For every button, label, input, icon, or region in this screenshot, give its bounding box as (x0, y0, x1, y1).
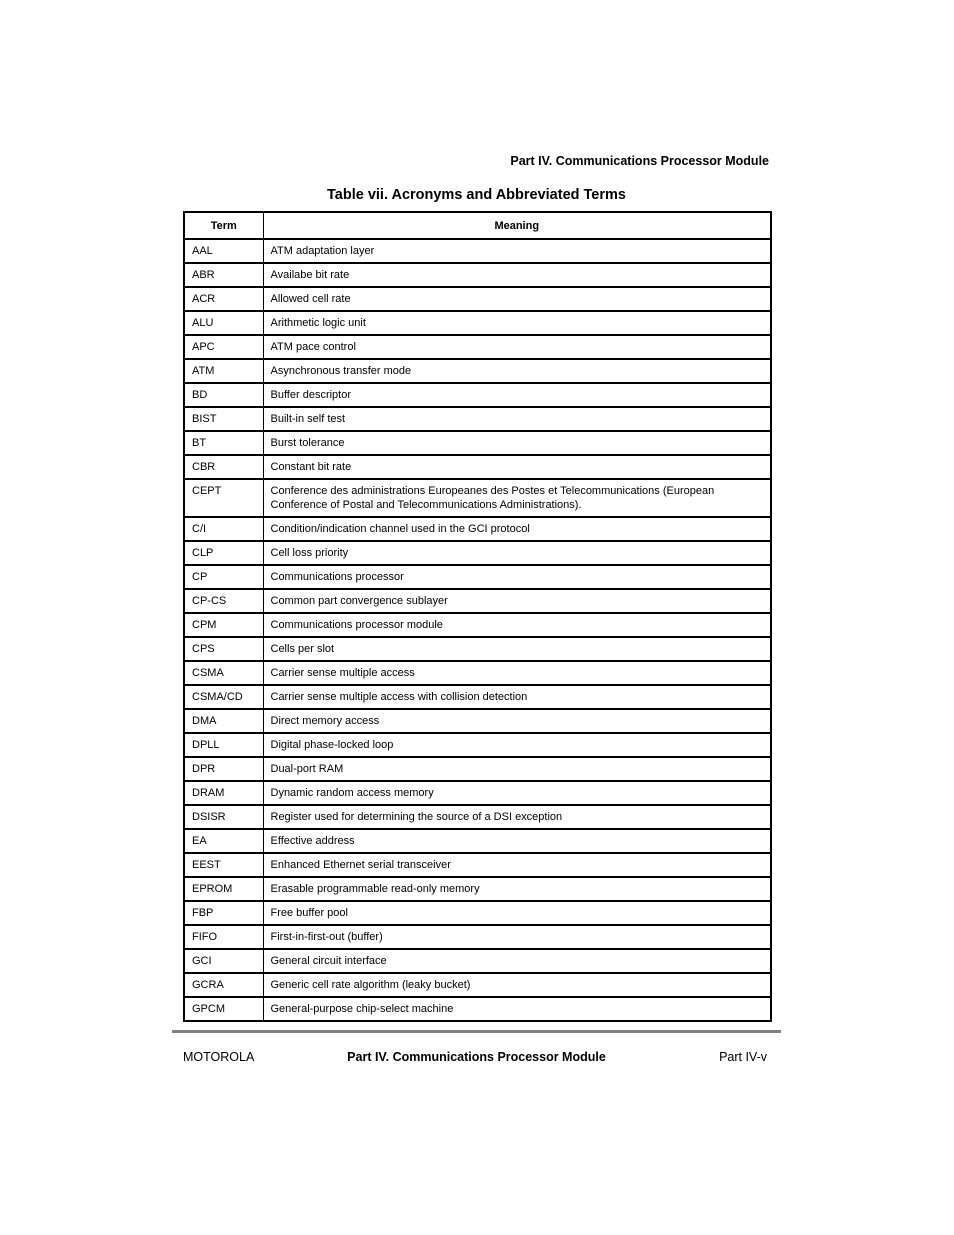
term-cell: AAL (184, 239, 263, 263)
meaning-cell: Availabe bit rate (263, 263, 771, 287)
meaning-cell: First-in-first-out (buffer) (263, 925, 771, 949)
meaning-cell: Effective address (263, 829, 771, 853)
meaning-cell: Register used for determining the source of a DSI exception (263, 805, 771, 829)
table-row (184, 709, 771, 733)
term-cell: ACR (184, 287, 263, 311)
table-body (184, 239, 771, 1021)
meaning-cell: Generic cell rate algorithm (leaky bucket) (263, 973, 771, 997)
term-cell: BT (184, 431, 263, 455)
term-cell: CPM (184, 613, 263, 637)
table-row (184, 925, 771, 949)
table-row (184, 661, 771, 685)
table-row (184, 781, 771, 805)
term-cell: DPR (184, 757, 263, 781)
meaning-cell: Digital phase-locked loop (263, 733, 771, 757)
table-row (184, 733, 771, 757)
meaning-cell: General circuit interface (263, 949, 771, 973)
term-cell: BIST (184, 407, 263, 431)
term-cell: ATM (184, 359, 263, 383)
table-row (184, 431, 771, 455)
meaning-cell: Built-in self test (263, 407, 771, 431)
table-row (184, 407, 771, 431)
meaning-cell: Cell loss priority (263, 541, 771, 565)
meaning-cell: Communications processor module (263, 613, 771, 637)
term-cell: GCI (184, 949, 263, 973)
table-row (184, 805, 771, 829)
acronyms-table (183, 211, 772, 1022)
meaning-cell: Dynamic random access memory (263, 781, 771, 805)
meaning-cell: Burst tolerance (263, 431, 771, 455)
table-row (184, 479, 771, 517)
term-cell: DPLL (184, 733, 263, 757)
table-row (184, 263, 771, 287)
meaning-cell: Free buffer pool (263, 901, 771, 925)
table-row (184, 973, 771, 997)
meaning-cell: General-purpose chip-select machine (270, 1003, 454, 1015)
footer-section-title: Part IV. Communications Processor Module (347, 1050, 606, 1064)
table-row (184, 949, 771, 973)
meaning-cell: Dual-port RAM (263, 757, 771, 781)
meaning-cell: Enhanced Ethernet serial transceiver (263, 853, 771, 877)
term-cell: C/I (184, 517, 263, 541)
meaning-cell: Erasable programmable read-only memory (263, 877, 771, 901)
table-row (184, 613, 771, 637)
meaning-cell: Conference des administrations Europeanes des Postes et Telecommunications (European Conference of Postal and Telecommunications Administrations). (263, 479, 771, 517)
table-row (184, 541, 771, 565)
term-cell: EA (184, 829, 263, 853)
column-header-term: Term (184, 212, 263, 239)
term-cell: CP-CS (184, 589, 263, 613)
term-cell: DMA (184, 709, 263, 733)
table-row (184, 359, 771, 383)
meaning-cell: Arithmetic logic unit (263, 311, 771, 335)
term-cell: ALU (184, 311, 263, 335)
meaning-cell: Cells per slot (263, 637, 771, 661)
term-cell: DSISR (184, 805, 263, 829)
term-cell: CSMA (184, 661, 263, 685)
term-cell: FBP (184, 901, 263, 925)
meaning-cell: Common part convergence sublayer (263, 589, 771, 613)
meaning-cell: Communications processor (263, 565, 771, 589)
term-cell: EPROM (184, 877, 263, 901)
term-cell: GCRA (184, 973, 263, 997)
table-title: Table vii. Acronyms and Abbreviated Terms (327, 187, 626, 203)
meaning-cell: Asynchronous transfer mode (263, 359, 771, 383)
meaning-cell: Buffer descriptor (263, 383, 771, 407)
column-header-meaning: Meaning (263, 212, 771, 239)
table-row (184, 311, 771, 335)
meaning-cell: ATM adaptation layer (263, 239, 771, 263)
footer-publisher: MOTOROLA (183, 1050, 255, 1064)
meaning-cell: ATM pace control (263, 335, 771, 359)
term-cell: CP (184, 565, 263, 589)
meaning-cell: Direct memory access (263, 709, 771, 733)
table-row (184, 335, 771, 359)
meaning-cell: Condition/indication channel used in the GCI protocol (263, 517, 771, 541)
table-row (184, 565, 771, 589)
term-cell: EEST (184, 853, 263, 877)
running-header: Part IV. Communications Processor Module (510, 154, 769, 168)
term-cell: CBR (184, 455, 263, 479)
table-row (184, 239, 771, 263)
table-row (184, 901, 771, 925)
meaning-cell: Carrier sense multiple access with collision detection (263, 685, 771, 709)
table-row (184, 637, 771, 661)
table-row (184, 287, 771, 311)
table-header-row (184, 212, 771, 239)
term-cell: CEPT (184, 479, 263, 517)
term-cell: ABR (184, 263, 263, 287)
footer-page-number: Part IV-v (719, 1050, 767, 1064)
footer-rule (172, 1030, 781, 1033)
table-row (184, 517, 771, 541)
meaning-cell: Allowed cell rate (263, 287, 771, 311)
table-row (184, 685, 771, 709)
term-cell: CLP (184, 541, 263, 565)
term-cell: APC (184, 335, 263, 359)
term-cell: CPS (184, 637, 263, 661)
term-cell: FIFO (184, 925, 263, 949)
table-row (184, 589, 771, 613)
term-cell: GPCM (184, 997, 263, 1021)
meaning-cell: Carrier sense multiple access (263, 661, 771, 685)
table-row (184, 877, 771, 901)
term-cell: BD (184, 383, 263, 407)
table-row (184, 383, 771, 407)
table-row (184, 455, 771, 479)
table-row (184, 757, 771, 781)
term-cell: DRAM (184, 781, 263, 805)
table-row (184, 853, 771, 877)
term-cell: CSMA/CD (184, 685, 263, 709)
meaning-cell: Constant bit rate (263, 455, 771, 479)
table-row (184, 997, 771, 1021)
table-row (184, 829, 771, 853)
